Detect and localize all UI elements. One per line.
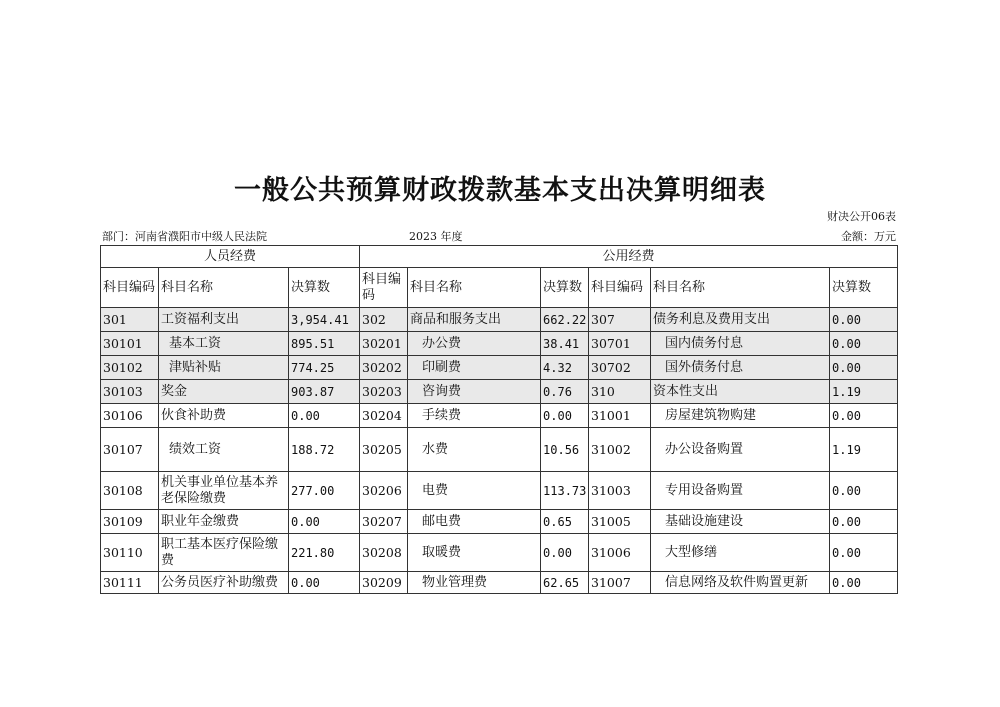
code-cell: 31005 bbox=[589, 510, 651, 534]
department-label: 部门：河南省濮阳市中级人民法院 bbox=[102, 230, 267, 243]
code-cell: 30110 bbox=[101, 534, 159, 572]
name-cell: 专用设备购置 bbox=[651, 472, 830, 510]
header-code: 科目编码 bbox=[589, 268, 651, 308]
table-row bbox=[101, 428, 898, 472]
amount-cell: 774.25 bbox=[289, 356, 360, 380]
name-cell: 物业管理费 bbox=[408, 572, 541, 594]
name-cell: 印刷费 bbox=[408, 356, 541, 380]
code-cell: 30208 bbox=[360, 534, 408, 572]
name-cell: 手续费 bbox=[408, 404, 541, 428]
code-cell: 30109 bbox=[101, 510, 159, 534]
name-cell: 咨询费 bbox=[408, 380, 541, 404]
group-personnel: 人员经费 bbox=[101, 246, 360, 268]
amount-cell: 1.19 bbox=[830, 428, 898, 472]
amount-cell: 0.00 bbox=[830, 534, 898, 572]
name-cell: 取暖费 bbox=[408, 534, 541, 572]
name-cell: 公务员医疗补助缴费 bbox=[159, 572, 289, 594]
name-cell: 水费 bbox=[408, 428, 541, 472]
amount-cell: 188.72 bbox=[289, 428, 360, 472]
header-amount: 决算数 bbox=[541, 268, 589, 308]
code-cell: 30202 bbox=[360, 356, 408, 380]
name-cell: 机关事业单位基本养老保险缴费 bbox=[159, 472, 289, 510]
amount-cell: 113.73 bbox=[541, 472, 589, 510]
amount-cell: 0.65 bbox=[541, 510, 589, 534]
name-cell: 办公设备购置 bbox=[651, 428, 830, 472]
code-cell: 30701 bbox=[589, 332, 651, 356]
table-row bbox=[101, 356, 898, 380]
amount-cell: 62.65 bbox=[541, 572, 589, 594]
table-row bbox=[101, 472, 898, 510]
name-cell: 职工基本医疗保险缴费 bbox=[159, 534, 289, 572]
amount-cell: 0.00 bbox=[541, 404, 589, 428]
header-name: 科目名称 bbox=[159, 268, 289, 308]
name-cell: 津贴补贴 bbox=[159, 356, 289, 380]
code-cell: 31002 bbox=[589, 428, 651, 472]
code-cell: 30206 bbox=[360, 472, 408, 510]
amount-cell: 0.00 bbox=[541, 534, 589, 572]
amount-cell: 3,954.41 bbox=[289, 308, 360, 332]
group-header-row bbox=[101, 246, 898, 268]
code-cell: 31007 bbox=[589, 572, 651, 594]
code-cell: 301 bbox=[101, 308, 159, 332]
header-amount: 决算数 bbox=[289, 268, 360, 308]
code-cell: 30107 bbox=[101, 428, 159, 472]
name-cell: 职业年金缴费 bbox=[159, 510, 289, 534]
name-cell: 基础设施建设 bbox=[651, 510, 830, 534]
amount-cell: 0.00 bbox=[830, 510, 898, 534]
header-code: 科目编码 bbox=[101, 268, 159, 308]
amount-cell: 0.00 bbox=[289, 510, 360, 534]
amount-cell: 221.80 bbox=[289, 534, 360, 572]
code-cell: 30201 bbox=[360, 332, 408, 356]
header-name: 科目名称 bbox=[408, 268, 541, 308]
amount-cell: 0.00 bbox=[830, 356, 898, 380]
code-cell: 31006 bbox=[589, 534, 651, 572]
code-cell: 307 bbox=[589, 308, 651, 332]
amount-cell: 0.00 bbox=[830, 332, 898, 356]
amount-cell: 10.56 bbox=[541, 428, 589, 472]
code-cell: 31003 bbox=[589, 472, 651, 510]
table-row bbox=[101, 332, 898, 356]
code-cell: 310 bbox=[589, 380, 651, 404]
name-cell: 债务利息及费用支出 bbox=[651, 308, 830, 332]
amount-cell: 38.41 bbox=[541, 332, 589, 356]
amount-cell: 277.00 bbox=[289, 472, 360, 510]
amount-cell: 0.76 bbox=[541, 380, 589, 404]
name-cell: 伙食补助费 bbox=[159, 404, 289, 428]
amount-cell: 0.00 bbox=[830, 404, 898, 428]
amount-cell: 4.32 bbox=[541, 356, 589, 380]
code-cell: 30111 bbox=[101, 572, 159, 594]
fiscal-year: 2023 年度 bbox=[409, 230, 463, 243]
name-cell: 工资福利支出 bbox=[159, 308, 289, 332]
code-cell: 30106 bbox=[101, 404, 159, 428]
form-number: 财决公开06表 bbox=[827, 210, 896, 223]
code-cell: 30101 bbox=[101, 332, 159, 356]
name-cell: 邮电费 bbox=[408, 510, 541, 534]
name-cell: 绩效工资 bbox=[159, 428, 289, 472]
column-header-row bbox=[101, 268, 898, 308]
code-cell: 30207 bbox=[360, 510, 408, 534]
code-cell: 30205 bbox=[360, 428, 408, 472]
name-cell: 资本性支出 bbox=[651, 380, 830, 404]
header-amount: 决算数 bbox=[830, 268, 898, 308]
code-cell: 31001 bbox=[589, 404, 651, 428]
amount-cell: 903.87 bbox=[289, 380, 360, 404]
table-row bbox=[101, 380, 898, 404]
header-code: 科目编码 bbox=[360, 268, 408, 308]
group-public: 公用经费 bbox=[360, 246, 898, 268]
amount-cell: 1.19 bbox=[830, 380, 898, 404]
amount-cell: 0.00 bbox=[289, 404, 360, 428]
name-cell: 国外债务付息 bbox=[651, 356, 830, 380]
amount-cell: 895.51 bbox=[289, 332, 360, 356]
code-cell: 30702 bbox=[589, 356, 651, 380]
code-cell: 30203 bbox=[360, 380, 408, 404]
page-title: 一般公共预算财政拨款基本支出决算明细表 bbox=[234, 175, 766, 206]
code-cell: 302 bbox=[360, 308, 408, 332]
name-cell: 奖金 bbox=[159, 380, 289, 404]
amount-cell: 0.00 bbox=[289, 572, 360, 594]
table-row bbox=[101, 572, 898, 594]
code-cell: 30209 bbox=[360, 572, 408, 594]
code-cell: 30204 bbox=[360, 404, 408, 428]
table-row bbox=[101, 510, 898, 534]
amount-cell: 0.00 bbox=[830, 472, 898, 510]
code-cell: 30103 bbox=[101, 380, 159, 404]
code-cell: 30102 bbox=[101, 356, 159, 380]
code-cell: 30108 bbox=[101, 472, 159, 510]
amount-cell: 662.22 bbox=[541, 308, 589, 332]
amount-cell: 0.00 bbox=[830, 572, 898, 594]
name-cell: 基本工资 bbox=[159, 332, 289, 356]
name-cell: 大型修缮 bbox=[651, 534, 830, 572]
name-cell: 商品和服务支出 bbox=[408, 308, 541, 332]
name-cell: 办公费 bbox=[408, 332, 541, 356]
name-cell: 信息网络及软件购置更新 bbox=[651, 572, 830, 594]
amount-unit: 金额：万元 bbox=[841, 230, 896, 243]
name-cell: 电费 bbox=[408, 472, 541, 510]
expenditure-table bbox=[100, 245, 898, 594]
name-cell: 房屋建筑物购建 bbox=[651, 404, 830, 428]
header-name: 科目名称 bbox=[651, 268, 830, 308]
table-row bbox=[101, 308, 898, 332]
table-row bbox=[101, 404, 898, 428]
amount-cell: 0.00 bbox=[830, 308, 898, 332]
name-cell: 国内债务付息 bbox=[651, 332, 830, 356]
table-row bbox=[101, 534, 898, 572]
